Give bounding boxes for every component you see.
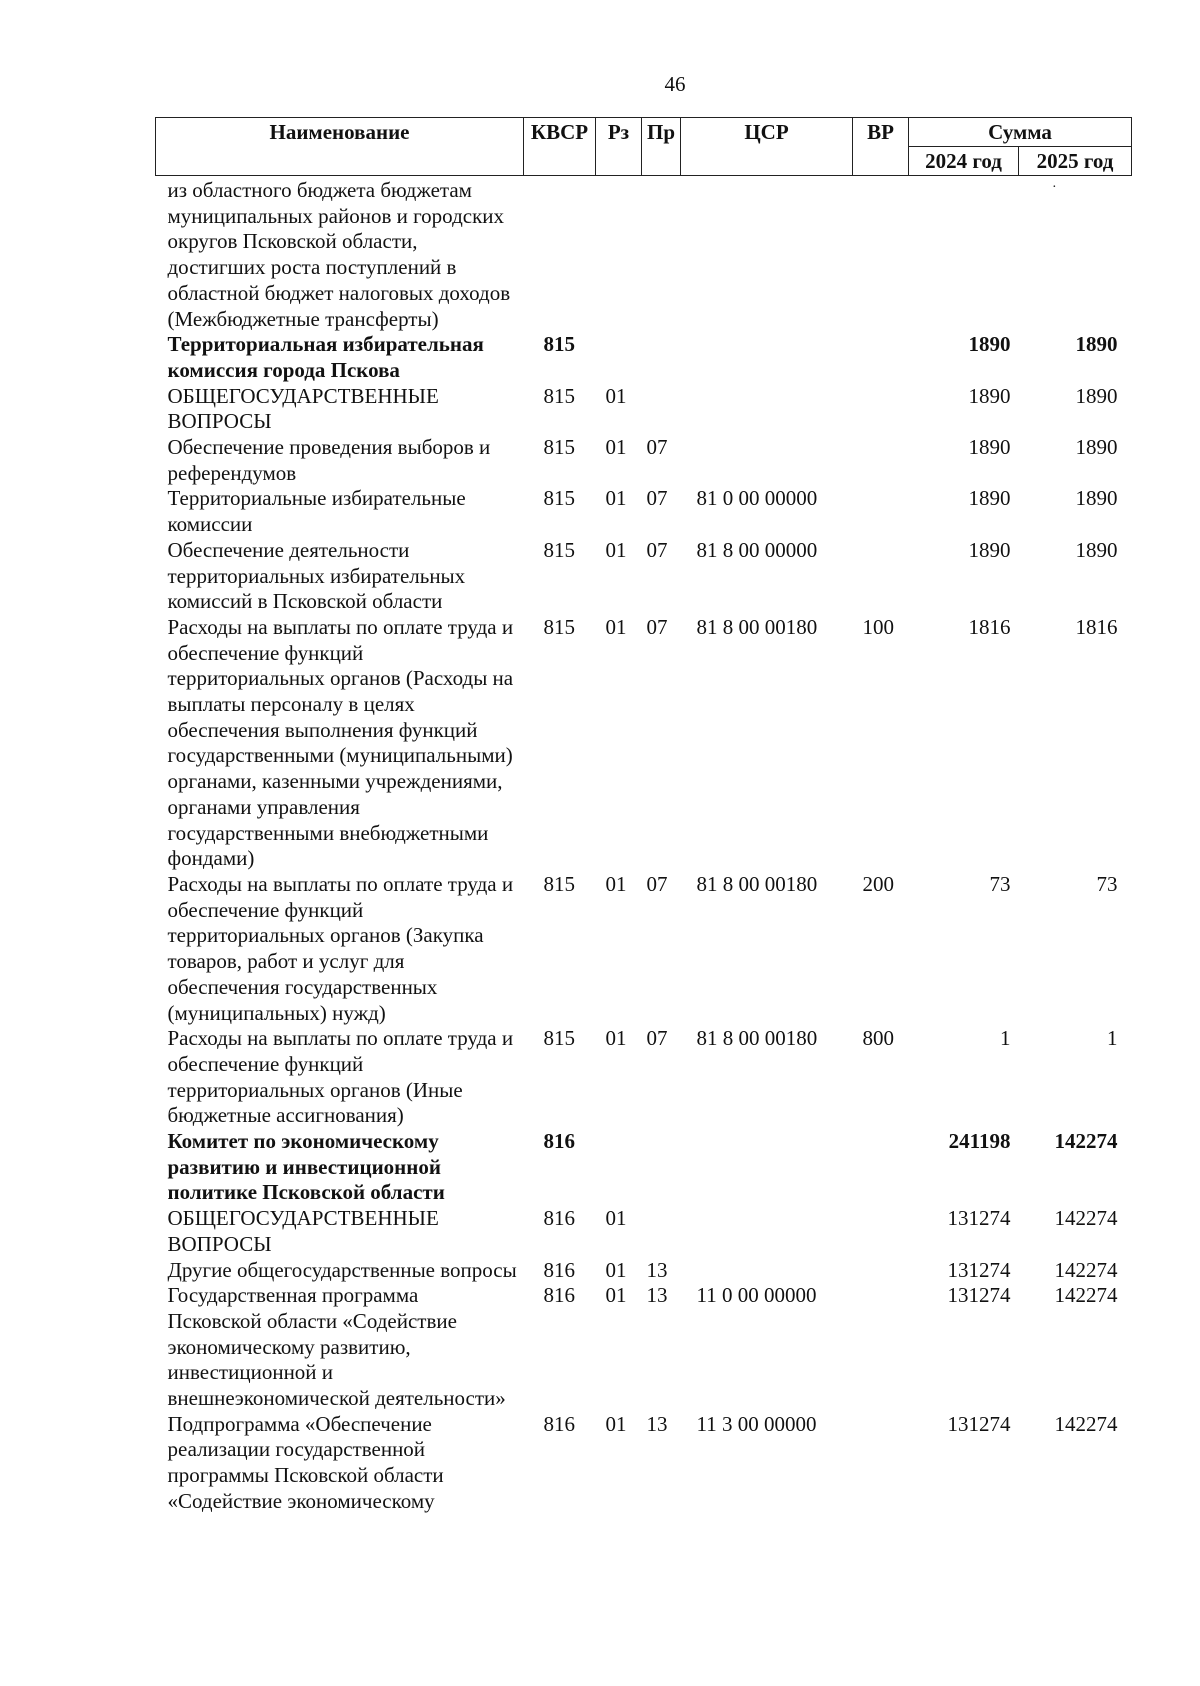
row-name: Расходы на выплаты по оплате труда и обеспечение функций территориальных органов (Расходы на выплаты персоналу в целях обеспечения выполнения функций государственными (муниципальными) органами, казенными учреждениями, органами управления государственными внебюджетными фондами) — [167, 614, 514, 871]
row-kvsr: 815 — [543, 1026, 575, 1051]
header-year-2024: 2024 год — [909, 147, 1019, 176]
row-vr: 200 — [862, 871, 894, 896]
row-amount-2025 — [1019, 176, 1132, 333]
row-name: Территориальные избирательные комиссии — [167, 486, 466, 537]
table-row — [156, 176, 1132, 333]
table-row — [156, 872, 1132, 1026]
table-row — [156, 1206, 1132, 1257]
row-vr — [853, 1258, 909, 1284]
row-name: Другие общегосударственные вопросы — [167, 1257, 517, 1282]
header-kvsr: КВСР — [524, 118, 596, 176]
row-amount-2024: 1 — [1000, 1026, 1011, 1051]
budget-table — [155, 117, 1132, 1515]
row-rz — [596, 176, 642, 333]
row-pr: 13 — [646, 1257, 668, 1282]
row-amount-2025: 1890 — [1075, 332, 1118, 357]
row-kvsr: 816 — [543, 1206, 575, 1231]
row-amount-2025: 1890 — [1075, 383, 1118, 408]
row-amount-2024: 1890 — [968, 383, 1011, 408]
row-amount-2024: 1890 — [968, 486, 1011, 511]
header-name: Наименование — [156, 118, 524, 176]
row-vr — [853, 1283, 909, 1412]
row-amount-2025: 1890 — [1075, 435, 1118, 460]
row-rz: 01 — [605, 1257, 627, 1282]
row-rz: 01 — [605, 537, 627, 562]
header-rz: Рз — [596, 118, 642, 176]
row-csr: 81 8 00 00000 — [696, 537, 818, 562]
row-pr: 07 — [646, 614, 668, 639]
row-vr: 100 — [862, 614, 894, 639]
row-rz: 01 — [605, 614, 627, 639]
header-vr: ВР — [853, 118, 909, 176]
header-year-2025: 2025 год — [1019, 147, 1132, 176]
row-vr — [853, 538, 909, 615]
row-rz: 01 — [605, 486, 627, 511]
row-amount-2024: 241198 — [948, 1129, 1011, 1154]
table-row — [156, 1283, 1132, 1412]
row-rz: 01 — [605, 383, 627, 408]
header-pr: Пр — [642, 118, 681, 176]
row-csr — [681, 1206, 853, 1257]
row-kvsr: 815 — [543, 486, 575, 511]
row-amount-2025: 142274 — [1054, 1283, 1118, 1308]
row-kvsr: 815 — [543, 435, 575, 460]
row-amount-2024: 131274 — [947, 1257, 1011, 1282]
row-pr: 07 — [646, 1026, 668, 1051]
row-pr — [642, 332, 681, 383]
row-vr — [853, 1412, 909, 1515]
row-vr — [853, 384, 909, 435]
row-kvsr: 816 — [543, 1257, 575, 1282]
row-name: ОБЩЕГОСУДАРСТВЕННЫЕ ВОПРОСЫ — [167, 1206, 439, 1256]
row-pr — [642, 1129, 681, 1206]
row-kvsr: 816 — [543, 1129, 575, 1154]
row-amount-2024: 1816 — [968, 614, 1011, 639]
row-pr — [642, 1206, 681, 1257]
row-csr: 81 8 00 00180 — [696, 614, 818, 639]
row-kvsr: 815 — [543, 537, 575, 562]
table-header — [156, 118, 1132, 176]
table-row — [156, 1258, 1132, 1284]
row-rz — [596, 332, 642, 383]
row-rz — [596, 1129, 642, 1206]
row-amount-2024: 131274 — [947, 1411, 1011, 1436]
row-amount-2025: 73 — [1096, 871, 1118, 896]
row-kvsr: 815 — [543, 614, 575, 639]
row-vr — [853, 435, 909, 486]
continuation-mark: · — [1052, 180, 1057, 195]
row-kvsr: 816 — [543, 1283, 575, 1308]
row-rz: 01 — [605, 871, 627, 896]
table-row — [156, 538, 1132, 615]
row-kvsr: 815 — [543, 383, 575, 408]
row-pr — [642, 384, 681, 435]
row-pr — [642, 176, 681, 333]
row-kvsr: 816 — [543, 1411, 575, 1436]
header-csr: ЦСР — [681, 118, 853, 176]
row-vr — [853, 1206, 909, 1257]
row-csr — [681, 176, 853, 333]
row-csr — [681, 1258, 853, 1284]
header-sum: Сумма — [909, 118, 1132, 147]
row-pr: 13 — [646, 1411, 668, 1436]
table-row — [156, 332, 1132, 383]
row-rz: 01 — [605, 435, 627, 460]
row-amount-2024: 73 — [989, 871, 1011, 896]
row-vr — [853, 332, 909, 383]
row-amount-2025: 1890 — [1075, 486, 1118, 511]
row-amount-2025: 142274 — [1054, 1129, 1118, 1154]
row-vr — [853, 486, 909, 537]
table-body — [156, 176, 1132, 1515]
row-pr: 13 — [646, 1283, 668, 1308]
page-number: 46 — [664, 72, 686, 96]
row-kvsr — [524, 176, 596, 333]
row-pr: 07 — [646, 435, 668, 460]
row-vr: 800 — [862, 1026, 894, 1051]
row-pr: 07 — [646, 486, 668, 511]
row-amount-2024 — [909, 176, 1019, 333]
row-amount-2024: 1890 — [968, 537, 1011, 562]
row-csr: 81 8 00 00180 — [696, 871, 818, 896]
table-row — [156, 384, 1132, 435]
row-csr: 11 0 00 00000 — [696, 1283, 817, 1308]
row-amount-2025: 1816 — [1075, 614, 1118, 639]
row-amount-2024: 1890 — [968, 332, 1011, 357]
row-csr: 11 3 00 00000 — [696, 1411, 817, 1436]
table-row — [156, 486, 1132, 537]
row-name: Государственная программа Псковской области «Содействие экономическому развитию, инвестиционной и внешнеэкономической деятельности» — [167, 1283, 506, 1411]
row-vr — [853, 1129, 909, 1206]
row-csr: 81 0 00 00000 — [696, 486, 818, 511]
row-amount-2025: 142274 — [1054, 1257, 1118, 1282]
row-name: Обеспечение деятельности территориальных избирательных комиссий в Псковской области — [167, 537, 466, 614]
row-rz: 01 — [605, 1411, 627, 1436]
row-csr: 81 8 00 00180 — [696, 1026, 818, 1051]
table-row — [156, 435, 1132, 486]
row-kvsr: 815 — [543, 332, 575, 357]
table-row — [156, 1412, 1132, 1515]
row-amount-2025: 142274 — [1054, 1411, 1118, 1436]
row-csr — [681, 384, 853, 435]
row-name: Территориальная избирательная комиссия города Пскова — [167, 332, 484, 382]
table-row — [156, 1026, 1132, 1129]
row-rz: 01 — [605, 1206, 627, 1231]
row-csr — [681, 332, 853, 383]
row-name: Подпрограмма «Обеспечение реализации государственной программы Псковской области «Содействие экономическому — [167, 1411, 444, 1513]
row-name: Комитет по экономическому развитию и инвестиционной политике Псковской области — [167, 1129, 445, 1205]
row-amount-2024: 131274 — [947, 1206, 1011, 1231]
row-csr — [681, 1129, 853, 1206]
row-amount-2024: 131274 — [947, 1283, 1011, 1308]
row-amount-2025: 1 — [1107, 1026, 1118, 1051]
row-pr: 07 — [646, 871, 668, 896]
row-rz: 01 — [605, 1026, 627, 1051]
row-name: Обеспечение проведения выборов и референдумов — [167, 435, 491, 485]
row-pr: 07 — [646, 537, 668, 562]
row-amount-2025: 142274 — [1054, 1206, 1118, 1231]
row-rz: 01 — [605, 1283, 627, 1308]
table-row — [156, 1129, 1132, 1206]
row-csr — [681, 435, 853, 486]
row-name: Расходы на выплаты по оплате труда и обеспечение функций территориальных органов (Иные бюджетные ассигнования) — [167, 1026, 514, 1128]
row-name: Расходы на выплаты по оплате труда и обеспечение функций территориальных органов (Закупка товаров, работ и услуг для обеспечения государственных (муниципальных) нужд) — [167, 871, 514, 1025]
row-name: из областного бюджета бюджетам муниципальных районов и городских округов Псковской области, достигших роста поступлений в областной бюджет налоговых доходов (Межбюджетные трансферты) — [167, 178, 511, 331]
row-amount-2024: 1890 — [968, 435, 1011, 460]
table-row — [156, 615, 1132, 872]
row-name: ОБЩЕГОСУДАРСТВЕННЫЕ ВОПРОСЫ — [167, 383, 439, 434]
row-amount-2025: 1890 — [1075, 537, 1118, 562]
row-kvsr: 815 — [543, 871, 575, 896]
row-vr — [853, 176, 909, 333]
